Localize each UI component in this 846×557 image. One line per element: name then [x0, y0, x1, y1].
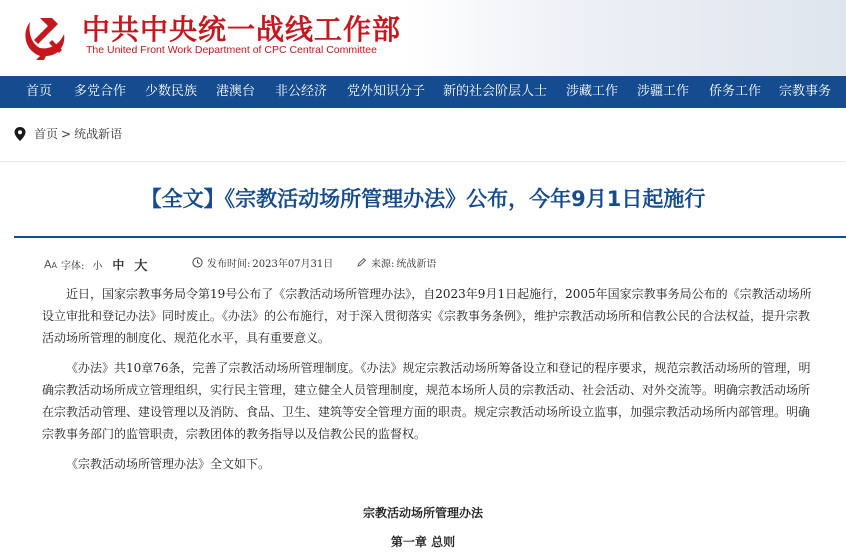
- font-size-icon: AA: [44, 258, 58, 271]
- document-title: 宗教活动场所管理办法: [362, 506, 483, 520]
- article-body: [42, 283, 812, 483]
- clock-icon: [192, 257, 203, 268]
- article-source: [356, 255, 436, 270]
- nav-item-ethnic[interactable]: 少数民族: [145, 84, 198, 99]
- article-title: 【全文】《宗教活动场所管理办法》公布，今年9月1日起施行: [140, 187, 706, 211]
- font-medium-button[interactable]: 中: [112, 258, 125, 272]
- nav-item-hmt[interactable]: 港澳台: [216, 84, 256, 99]
- article-paragraph: 《宗教活动场所管理办法》全文如下。: [66, 457, 271, 471]
- font-small-button[interactable]: 小: [92, 261, 103, 272]
- nav-item-nonpublic[interactable]: 非公经济: [275, 84, 328, 99]
- site-title[interactable]: 中共中央统一战线工作部: [82, 13, 402, 46]
- article-paragraph: 《办法》共10章76条，完善了宗教活动场所管理制度。《办法》规定宗教活动场所筹备设立和登记的程序要求，规范宗教活动场所的管理，明确宗教活动场所成立管理组织，实行民主管理，建立健全人员管理制度，规范本场所人员的宗教活动、社会活动、对外交流等。明确宗教活动场所在宗教活动管理、建设管理以及消防、食品、卫生、建筑等安全管理方面的职责。规定宗教活动场所设立监事，加强宗教活动场所内部管理。明确宗教事务部门的监管职责，宗教团体的教务指导以及信教公民的监督权。: [42, 361, 811, 441]
- source-value: 统战新语: [396, 259, 437, 270]
- nav-item-new-social-strata[interactable]: 新的社会阶层人士: [443, 84, 548, 99]
- breadcrumb-separator: >: [61, 126, 72, 141]
- nav-item-religion[interactable]: 宗教事务: [779, 84, 832, 99]
- font-size-controls: [44, 255, 147, 274]
- title-underline: [14, 236, 846, 238]
- nav-item-multiparty[interactable]: 多党合作: [74, 84, 127, 99]
- font-large-button[interactable]: 大: [134, 259, 148, 274]
- chapter-heading: 第一章 总则: [390, 535, 456, 549]
- breadcrumb-home[interactable]: 首页: [34, 127, 59, 141]
- publish-time-label: 发布时间:: [207, 259, 251, 270]
- nav-item-home[interactable]: 首页: [26, 84, 53, 99]
- nav-item-xinjiang[interactable]: 涉疆工作: [637, 84, 690, 99]
- divider: [0, 161, 846, 162]
- article-paragraph: 近日，国家宗教事务局令第19号公布了《宗教活动场所管理办法》，自2023年9月1日起施行，2005年国家宗教事务局公布的《宗教活动场所设立审批和登记办法》同时废止。《办法》的公布施行，对于深入贯彻落实《宗教事务条例》，维护宗教活动场所和信教公民的合法权益，提升宗教活动场所管理的制度化、规范化水平，具有重要意义。: [42, 287, 812, 345]
- font-size-label: 字体:: [61, 261, 85, 272]
- breadcrumb-section[interactable]: 统战新语: [74, 127, 123, 141]
- nav-item-tibet[interactable]: 涉藏工作: [566, 84, 619, 99]
- site-subtitle: The United Front Work Department of CPC Central Committee: [86, 44, 377, 56]
- party-emblem-icon[interactable]: [18, 10, 72, 64]
- main-nav: [0, 76, 846, 108]
- publish-time: [192, 255, 333, 270]
- breadcrumb: [14, 125, 122, 142]
- location-pin-icon: [14, 127, 26, 141]
- source-label: 来源:: [371, 259, 395, 270]
- source-pen-icon: [356, 257, 367, 268]
- header-building-banner: [406, 0, 846, 76]
- nav-item-overseas[interactable]: 侨务工作: [709, 84, 762, 99]
- publish-date: 2023年07月31日: [252, 259, 334, 270]
- nav-item-intellectuals[interactable]: 党外知识分子: [347, 84, 426, 99]
- site-header: [0, 0, 846, 76]
